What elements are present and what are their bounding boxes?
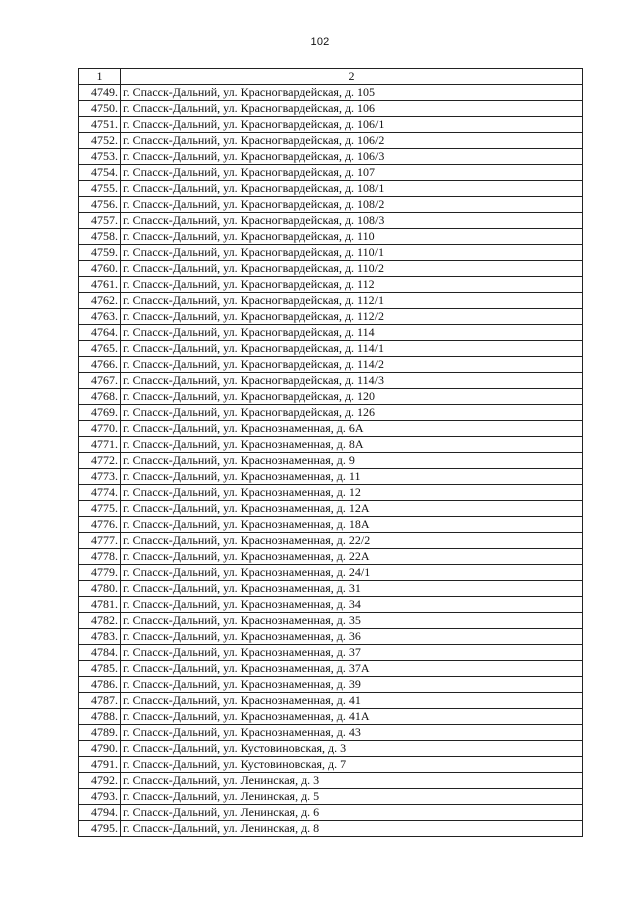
address-cell: г. Спасск-Дальний, ул. Краснознаменная, д. 9 (121, 453, 583, 469)
row-number: 4779. (79, 565, 121, 581)
address-cell: г. Спасск-Дальний, ул. Красногвардейская, д. 108/2 (121, 197, 583, 213)
row-number: 4794. (79, 805, 121, 821)
row-number: 4793. (79, 789, 121, 805)
row-number: 4759. (79, 245, 121, 261)
address-cell: г. Спасск-Дальний, ул. Красногвардейская, д. 106 (121, 101, 583, 117)
table-row (79, 261, 583, 277)
table-row (79, 389, 583, 405)
table-row (79, 341, 583, 357)
row-number: 4769. (79, 405, 121, 421)
address-cell: г. Спасск-Дальний, ул. Краснознаменная, д. 41А (121, 709, 583, 725)
column-header-number: 1 (79, 69, 121, 85)
table-row (79, 357, 583, 373)
row-number: 4776. (79, 517, 121, 533)
table-body (79, 85, 583, 837)
column-header-address: 2 (121, 69, 583, 85)
address-cell: г. Спасск-Дальний, ул. Красногвардейская, д. 112/1 (121, 293, 583, 309)
row-number: 4790. (79, 741, 121, 757)
table-row (79, 325, 583, 341)
table-row (79, 245, 583, 261)
table-row (79, 741, 583, 757)
address-cell: г. Спасск-Дальний, ул. Красногвардейская, д. 126 (121, 405, 583, 421)
address-cell: г. Спасск-Дальний, ул. Красногвардейская, д. 107 (121, 165, 583, 181)
address-cell: г. Спасск-Дальний, ул. Красногвардейская, д. 114/1 (121, 341, 583, 357)
row-number: 4782. (79, 613, 121, 629)
table-row (79, 469, 583, 485)
row-number: 4774. (79, 485, 121, 501)
table-row (79, 309, 583, 325)
address-cell: г. Спасск-Дальний, ул. Красногвардейская, д. 106/2 (121, 133, 583, 149)
table-row (79, 437, 583, 453)
address-cell: г. Спасск-Дальний, ул. Красногвардейская, д. 110 (121, 229, 583, 245)
address-cell: г. Спасск-Дальний, ул. Красногвардейская, д. 108/1 (121, 181, 583, 197)
row-number: 4777. (79, 533, 121, 549)
address-cell: г. Спасск-Дальний, ул. Красногвардейская, д. 106/3 (121, 149, 583, 165)
table-row (79, 549, 583, 565)
table-row (79, 821, 583, 837)
row-number: 4749. (79, 85, 121, 101)
row-number: 4761. (79, 277, 121, 293)
table-row (79, 565, 583, 581)
row-number: 4766. (79, 357, 121, 373)
address-cell: г. Спасск-Дальний, ул. Краснознаменная, д. 41 (121, 693, 583, 709)
row-number: 4767. (79, 373, 121, 389)
table-row (79, 133, 583, 149)
address-cell: г. Спасск-Дальний, ул. Кустовиновская, д. 3 (121, 741, 583, 757)
address-cell: г. Спасск-Дальний, ул. Краснознаменная, д. 11 (121, 469, 583, 485)
address-cell: г. Спасск-Дальний, ул. Красногвардейская, д. 114/2 (121, 357, 583, 373)
address-cell: г. Спасск-Дальний, ул. Красногвардейская, д. 112 (121, 277, 583, 293)
row-number: 4765. (79, 341, 121, 357)
row-number: 4783. (79, 629, 121, 645)
address-cell: г. Спасск-Дальний, ул. Кустовиновская, д. 7 (121, 757, 583, 773)
table-row (79, 213, 583, 229)
address-cell: г. Спасск-Дальний, ул. Краснознаменная, д. 8А (121, 437, 583, 453)
table-row (79, 165, 583, 181)
row-number: 4787. (79, 693, 121, 709)
header-row (79, 69, 583, 85)
address-cell: г. Спасск-Дальний, ул. Красногвардейская, д. 110/1 (121, 245, 583, 261)
row-number: 4764. (79, 325, 121, 341)
row-number: 4781. (79, 597, 121, 613)
table-row (79, 501, 583, 517)
address-cell: г. Спасск-Дальний, ул. Красногвардейская, д. 114/3 (121, 373, 583, 389)
row-number: 4754. (79, 165, 121, 181)
row-number: 4751. (79, 117, 121, 133)
row-number: 4755. (79, 181, 121, 197)
address-cell: г. Спасск-Дальний, ул. Ленинская, д. 5 (121, 789, 583, 805)
table-row (79, 805, 583, 821)
address-cell: г. Спасск-Дальний, ул. Краснознаменная, д. 37 (121, 645, 583, 661)
row-number: 4791. (79, 757, 121, 773)
address-cell: г. Спасск-Дальний, ул. Краснознаменная, д. 34 (121, 597, 583, 613)
row-number: 4771. (79, 437, 121, 453)
table-row (79, 629, 583, 645)
address-cell: г. Спасск-Дальний, ул. Краснознаменная, д. 31 (121, 581, 583, 597)
address-cell: г. Спасск-Дальний, ул. Краснознаменная, д. 22А (121, 549, 583, 565)
address-cell: г. Спасск-Дальний, ул. Краснознаменная, д. 39 (121, 677, 583, 693)
row-number: 4792. (79, 773, 121, 789)
address-cell: г. Спасск-Дальний, ул. Краснознаменная, д. 12А (121, 501, 583, 517)
table-row (79, 677, 583, 693)
table-row (79, 277, 583, 293)
address-cell: г. Спасск-Дальний, ул. Краснознаменная, д. 6А (121, 421, 583, 437)
table-row (79, 197, 583, 213)
row-number: 4784. (79, 645, 121, 661)
table-row (79, 757, 583, 773)
row-number: 4770. (79, 421, 121, 437)
table-row (79, 405, 583, 421)
table-row (79, 181, 583, 197)
table-row (79, 533, 583, 549)
row-number: 4768. (79, 389, 121, 405)
row-number: 4752. (79, 133, 121, 149)
row-number: 4785. (79, 661, 121, 677)
table-row (79, 421, 583, 437)
row-number: 4789. (79, 725, 121, 741)
table-row (79, 661, 583, 677)
table-row (79, 101, 583, 117)
row-number: 4753. (79, 149, 121, 165)
table-row (79, 693, 583, 709)
row-number: 4780. (79, 581, 121, 597)
address-cell: г. Спасск-Дальний, ул. Красногвардейская, д. 105 (121, 85, 583, 101)
table-row (79, 709, 583, 725)
row-number: 4756. (79, 197, 121, 213)
table-row (79, 373, 583, 389)
table-row (79, 773, 583, 789)
address-cell: г. Спасск-Дальний, ул. Красногвардейская, д. 120 (121, 389, 583, 405)
table-row (79, 85, 583, 101)
table-row (79, 789, 583, 805)
table-row (79, 453, 583, 469)
row-number: 4760. (79, 261, 121, 277)
address-cell: г. Спасск-Дальний, ул. Краснознаменная, д. 18А (121, 517, 583, 533)
address-cell: г. Спасск-Дальний, ул. Ленинская, д. 8 (121, 821, 583, 837)
address-cell: г. Спасск-Дальний, ул. Краснознаменная, д. 43 (121, 725, 583, 741)
row-number: 4786. (79, 677, 121, 693)
table-row (79, 725, 583, 741)
table-row (79, 645, 583, 661)
address-cell: г. Спасск-Дальний, ул. Краснознаменная, д. 22/2 (121, 533, 583, 549)
table-row (79, 485, 583, 501)
address-cell: г. Спасск-Дальний, ул. Краснознаменная, д. 24/1 (121, 565, 583, 581)
row-number: 4762. (79, 293, 121, 309)
row-number: 4795. (79, 821, 121, 837)
table-row (79, 597, 583, 613)
row-number: 4750. (79, 101, 121, 117)
row-number: 4773. (79, 469, 121, 485)
address-cell: г. Спасск-Дальний, ул. Краснознаменная, д. 36 (121, 629, 583, 645)
address-cell: г. Спасск-Дальний, ул. Краснознаменная, д. 37А (121, 661, 583, 677)
row-number: 4757. (79, 213, 121, 229)
address-cell: г. Спасск-Дальний, ул. Красногвардейская, д. 106/1 (121, 117, 583, 133)
address-cell: г. Спасск-Дальний, ул. Краснознаменная, д. 12 (121, 485, 583, 501)
row-number: 4775. (79, 501, 121, 517)
address-cell: г. Спасск-Дальний, ул. Ленинская, д. 3 (121, 773, 583, 789)
address-cell: г. Спасск-Дальний, ул. Красногвардейская, д. 112/2 (121, 309, 583, 325)
address-cell: г. Спасск-Дальний, ул. Красногвардейская, д. 108/3 (121, 213, 583, 229)
table-row (79, 117, 583, 133)
address-cell: г. Спасск-Дальний, ул. Краснознаменная, д. 35 (121, 613, 583, 629)
address-cell: г. Спасск-Дальний, ул. Красногвардейская, д. 110/2 (121, 261, 583, 277)
address-cell: г. Спасск-Дальний, ул. Красногвардейская, д. 114 (121, 325, 583, 341)
row-number: 4788. (79, 709, 121, 725)
table-row (79, 229, 583, 245)
address-cell: г. Спасск-Дальний, ул. Ленинская, д. 6 (121, 805, 583, 821)
table-row (79, 613, 583, 629)
row-number: 4763. (79, 309, 121, 325)
table-row (79, 517, 583, 533)
table-row (79, 581, 583, 597)
row-number: 4778. (79, 549, 121, 565)
address-table (78, 68, 583, 837)
row-number: 4758. (79, 229, 121, 245)
page-number: 102 (310, 36, 330, 48)
table-row (79, 149, 583, 165)
table-row (79, 293, 583, 309)
row-number: 4772. (79, 453, 121, 469)
